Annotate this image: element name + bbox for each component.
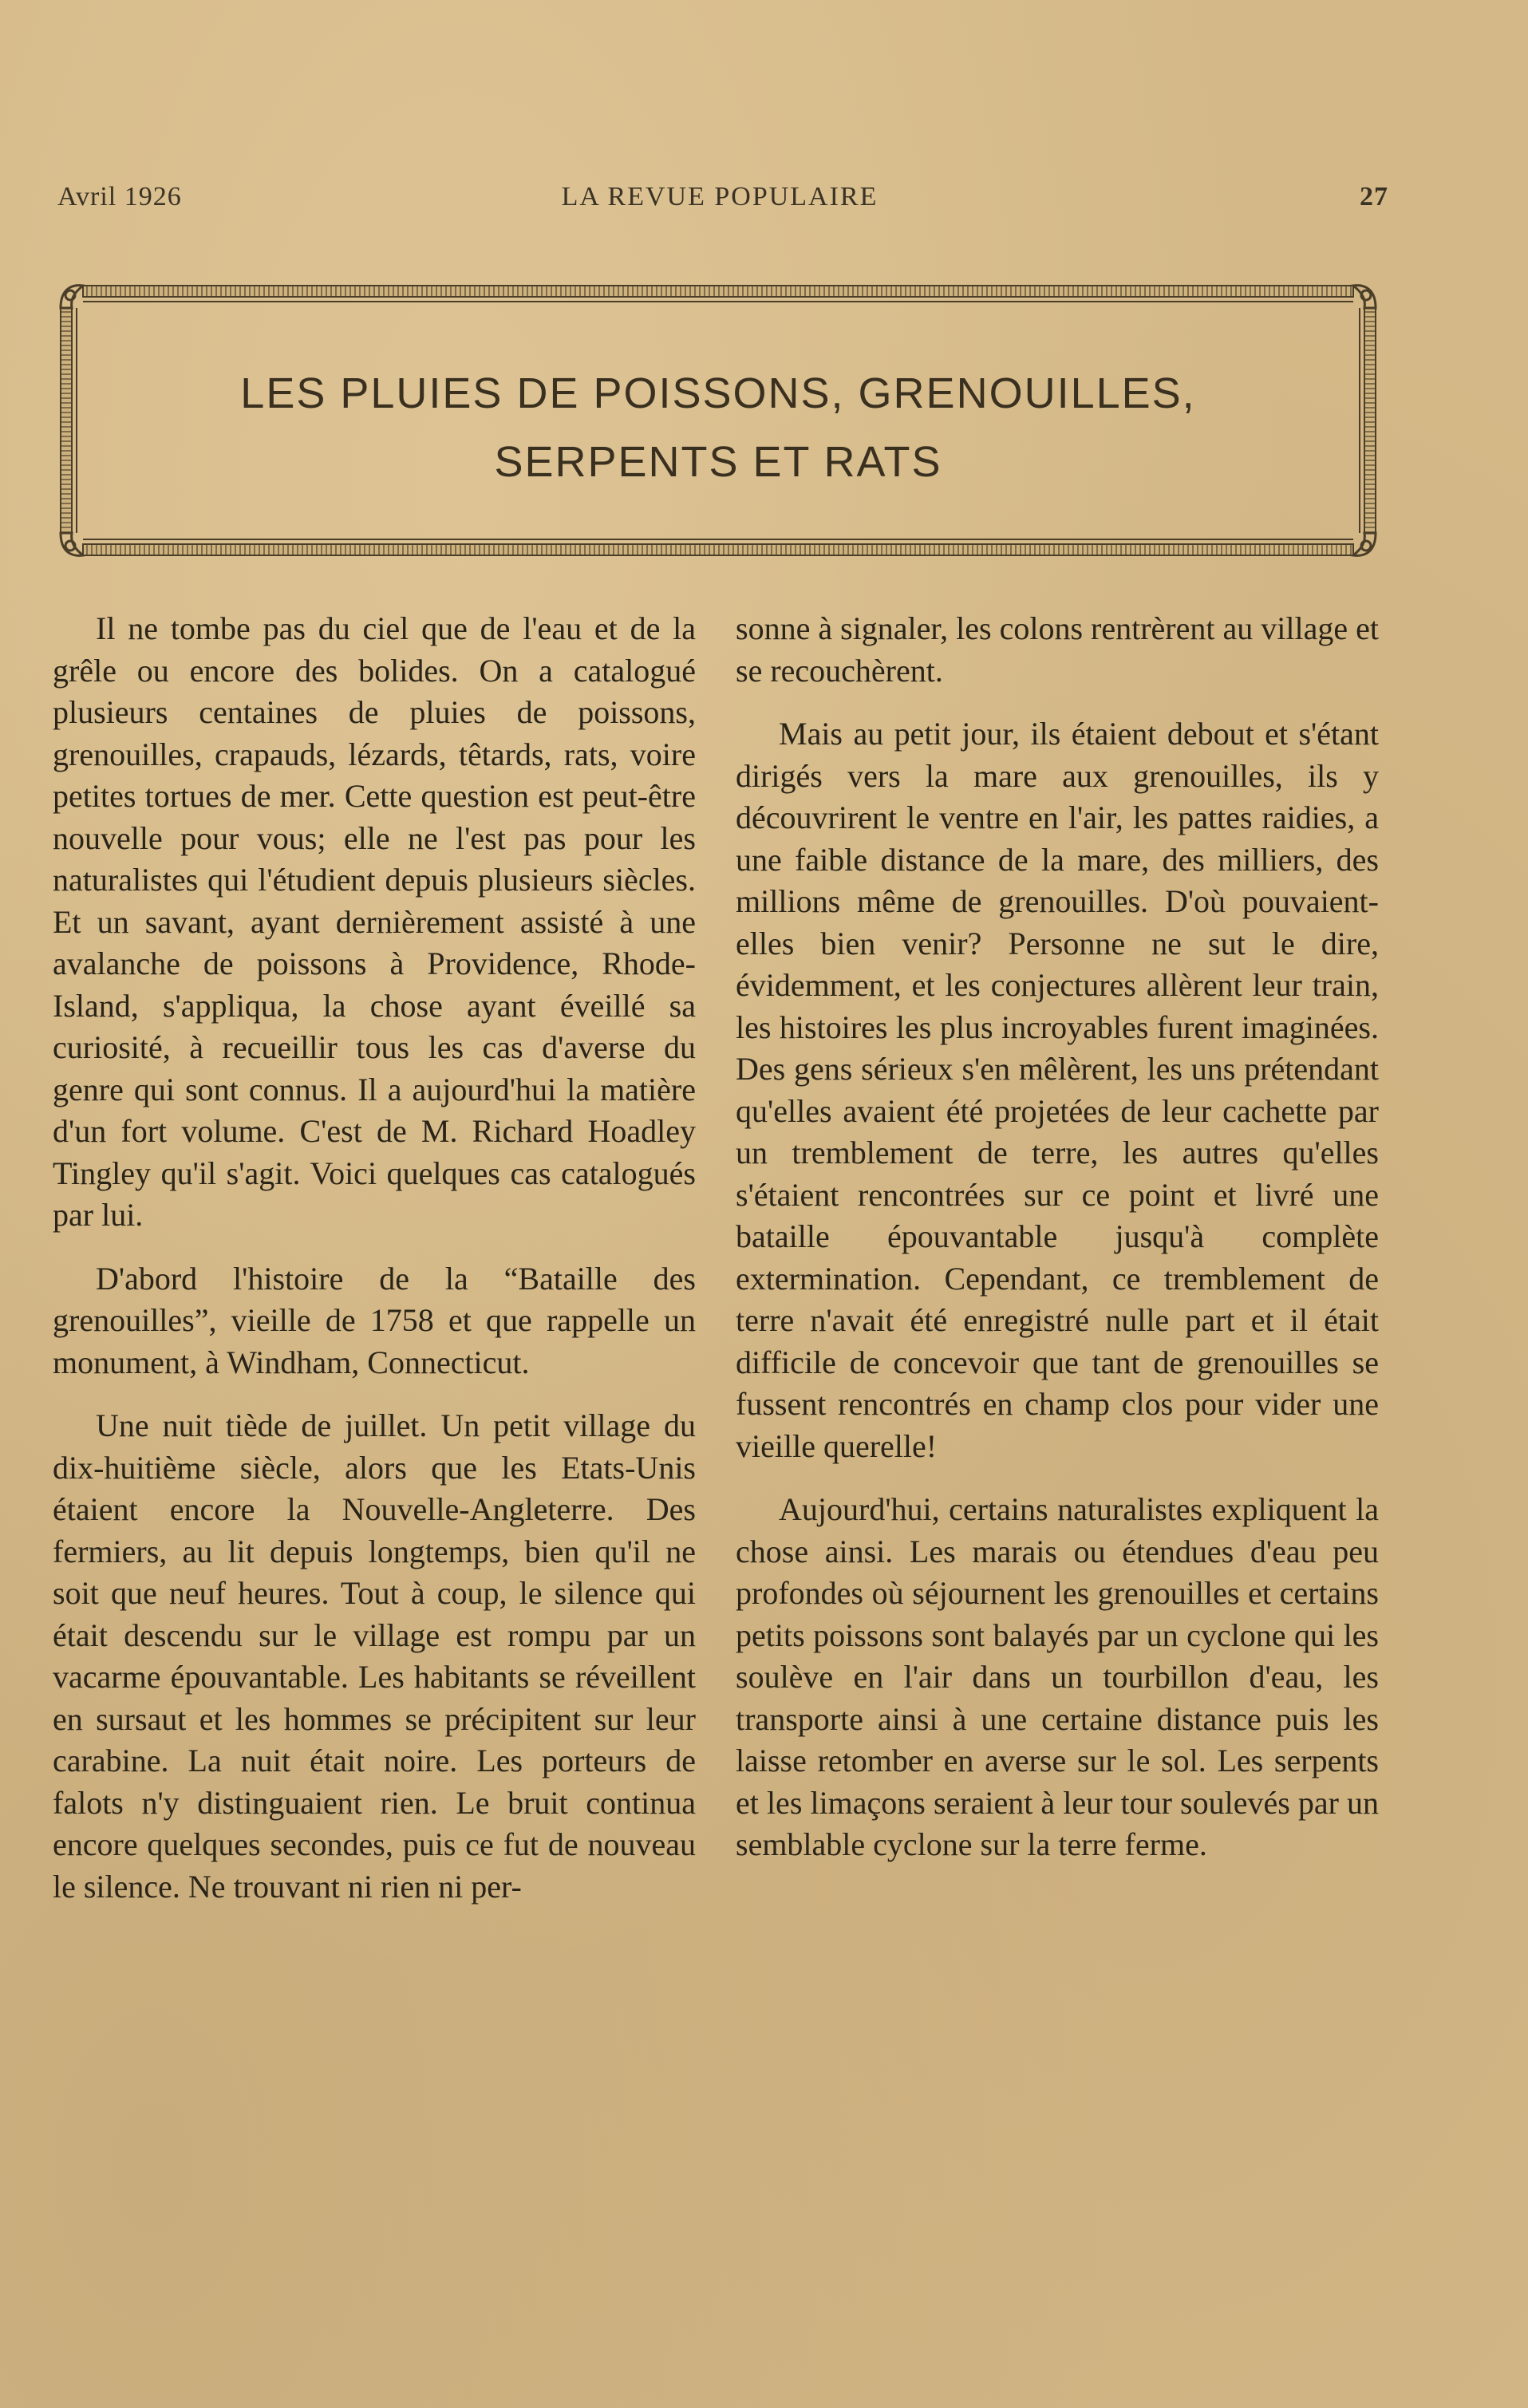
journal-name: LA REVUE POPULAIRE (561, 182, 879, 211)
article-title (56, 359, 1380, 496)
paragraph: Il ne tombe pas du ciel que de l'eau et de la grêle ou encore des bolides. On a catalogué plusieurs centaines de pluies de poissons, grenouilles, crapauds, lézards, têtards, rats, voire petites tortues de mer. Cette question est peut-être nouvelle pour vous; elle ne l'est pas pour les naturalistes qui l'étudient depuis plusieurs siècles. Et un savant, ayant dernièrement assisté à une avalanche de poissons à Providence, Rhode-Island, s'appliqua, la chose ayant éveillé sa curiosité, à recueillir tous les cas d'averse du genre qui sont connus. Il a aujourd'hui la matière d'un fort volume. C'est de M. Richard Hoadley Tingley qu'il s'agit. Voici quelques cas catalogués par lui. (53, 610, 696, 1233)
paragraph: Mais au petit jour, ils étaient debout et s'étant dirigés vers la mare aux grenouilles, ils y découvrirent le ventre en l'air, les pattes raidies, a une faible distance de la mare, des milliers, des millions même de grenouilles. D'où pouvaient-elles bien venir? Personne ne sut le dire, évidemment, et les conjectures allèrent leur train, les histoires les plus incroyables furent imaginées. Des gens sérieux s'en mêlèrent, les uns prétendant qu'elles avaient été projetées de leur cachette par un tremblement de terre, les autres qu'elles s'étaient rencontrées sur ce point et livré une bataille épouvantable jusqu'à complète extermination. Cependant, ce tremblement de terre n'avait été enregistré nulle part et il était difficile de concevoir que tant de grenouilles se fussent rencontrés en champ clos pour vider une vieille querelle! (736, 716, 1379, 1464)
paragraph: D'abord l'histoire de la “Bataille des grenouilles”, vieille de 1758 et que rappelle un monument, à Windham, Connecticut. (53, 1260, 696, 1380)
paragraph: Une nuit tiède de juillet. Un petit village du dix-huitième siècle, alors que les Etats-Unis étaient encore la Nouvelle-Angleterre. Des fermiers, au lit depuis longtemps, bien qu'il ne soit que neuf heures. Tout à coup, le silence qui était descendu sur le village est rompu par un vacarme épouvantable. Les habitants se réveillent en sursaut et les hommes se précipitent sur leur carabine. La nuit était noire. Les porteurs de falots n'y distinguaient rien. Le bruit continua encore quelques secondes, puis ce fut de nouveau le silence. Ne trouvant ni rien ni per- (53, 1407, 696, 1905)
title-frame (56, 281, 1380, 560)
left-column (53, 608, 696, 1929)
running-head (57, 182, 1388, 222)
title-line-2: SERPENTS ET RATS (494, 438, 942, 486)
issue-date: Avril 1926 (57, 182, 182, 211)
right-column (736, 608, 1379, 1888)
title-line-1: LES PLUIES DE POISSONS, GRENOUILLES, (240, 369, 1196, 417)
page-number: 27 (1360, 182, 1388, 211)
paragraph: Aujourd'hui, certains naturalistes expliquent la chose ainsi. Les marais ou étendues d'eau peu profondes où séjournent les grenouilles et certains petits poissons sont balayés par un cyclone qui les soulève en l'air dans un tourbillon d'eau, les transporte ainsi à une certaine distance puis les laisse retomber en averse sur le sol. Les serpents et les limaçons seraient à leur tour soulevés par un semblable cyclone sur la terre ferme. (736, 1491, 1379, 1862)
paragraph: sonne à signaler, les colons rentrèrent au village et se recouchèrent. (736, 610, 1379, 689)
